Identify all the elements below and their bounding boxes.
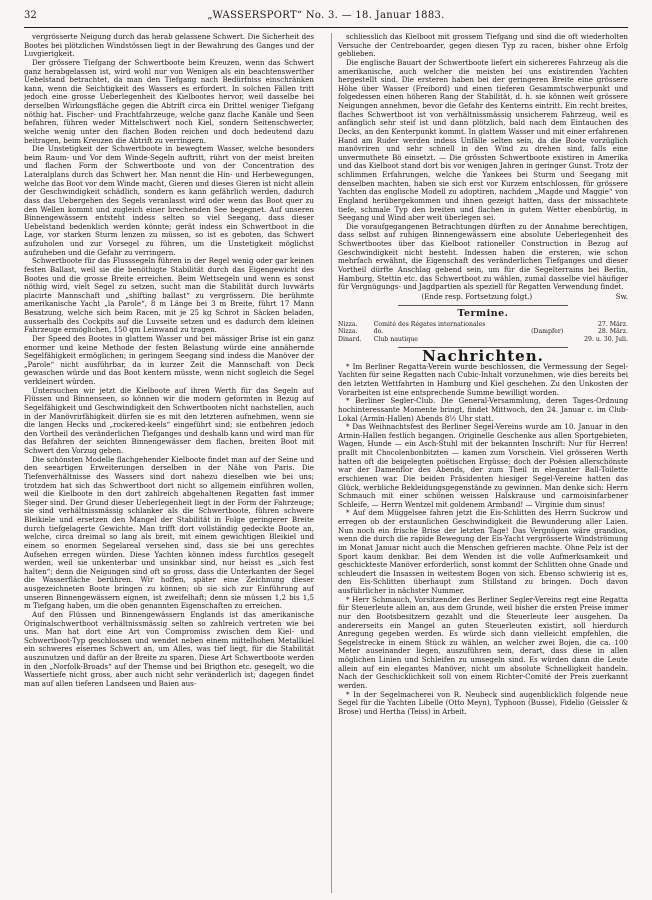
column-separator xyxy=(331,33,332,893)
header-rule xyxy=(24,27,628,28)
right-column xyxy=(338,33,628,895)
left-paragraph: Die schönsten Modelle flachgehender Kielboote findet man auf der Seine und den seeartigen Erweiterungen derselben in der Nähe von Paris. Die Tiefenverhältnisse des Wassers sind dort nahezu dieselben wie bei uns; trotzdem hat sich das Schwertboot dort nicht so allgemein einführen wollen, weil die Kielboote in den dort zahlreich abgehaltenen Regatten fast immer Sieger sind. Der Grund dieser Ueberlegenheit liegt in der Form der Fahrzeuge; sie sind verhältnissmässig schlanker als die Schwertboote, führen schwere Bleikiele und ersetzen den Mangel der Stabilität in Folge geringerer Breite durch tiefgelagerte Gewichte. Man trifft dort vollständig gedeckte Boote an, welche, circa dreimal so lang als breit, mit einem gewichtigen Bleikiel und einem so enormen Segelareal versehen sind, dass sie bei uns gerechtes Aufsehen erregen würden. Diese Yachten können indess furchtlos gesegelt werden, weil sie unkenterbar und unsinkbar sind, nur heisst es „sich fest halten“; denn die Neigungen sind oft so gross, dass die Unterkanten der Segel die Wasserfläche berühren. Wir hoffen, später eine Zeichnung dieser ausgezeichneten Boote bringen zu können; ob sie sich zur Einführung auf unseren Binnengewässern eignen, ist zweifelhaft; denn sie müssen 1,2 bis 1,5 m Tiefgang haben, um die oben genannten Eigenschaften zu erreichen. xyxy=(24,454,314,611)
left-paragraph: Auf den Flüssen und Binnengewässern Englands ist das amerikanische Originalschwertboot verhältnissmässig selten so zahlreich vertreten wie bei uns. Man hat dort eine Art von Compromiss zwischen dem Kiel- und Schwertboot-Typ geschlossen und wendet neben einem mittelhohen Metallkiel ein schweres eisernes Schwert an, um Alles, was tief liegt, für die Stabilität auszunutzen und dafür an der Breite zu sparen. Diese Art Schwertboote werden in den „Norfolk-Broads“ auf der Themse und bei Brigthon etc. gesegelt, wo die Wassertiefe nicht gross, aber auch nicht sehr veränderlich ist; dagegen findet man auf allen tieferen Landseen und Baien aus- xyxy=(24,609,314,688)
left-paragraph: Untersuchen wir jetzt die Kielboote auf ihren Werth für das Segeln auf Flüssen und Binnenseen, so können wir die modern geformten in Bezug auf Segelfähigkeit und Geschwindigkeit den Schwertbooten nicht nachstellen, auch in der Manövrirfähigkeit dürfen sie es mit den letzteren aufnehmen, wenn sie die langen Hecks und „rockered-keels“ eingeführt sind; sie entbehren jedoch den Vortheil des veränderlichen Tiefganges und deshalb kann und wird man für das Befahren der seichten Binnengewässer dem flachen, breiten Boot mit Schwert den Vorzug geben. xyxy=(24,385,314,455)
termine-date: 28. März. xyxy=(597,328,628,336)
right-paragraph: Die englische Bauart der Schwertboote liefert ein sichereres Fahrzeug als die amerikanische, auch welcher die meisten bei uns existirenden Yachten hergestellt sind. Die ersteren haben bei der geringeren Breite eine grössere Höhe über Wasser (Freibord) und einen tieferen Gesammtschwerpunkt und folgedessen einen höheren Rang der Stabilität, d. h. sie können weit grössere Neigungen annehmen, bevor die Gefahr des Kenterns eintritt. Ein recht breites, flaches Schwertboot ist von verhältnissmässig unsicherem Fahrzeug, weil es anfänglich sehr steif ist und dann plötzlich, bald nach dem Eintauchen des Decks, an den Kenterpunkt kommt. In glattem Wasser und mit einer erfahrenen Hand am Ruder werden indess Unfälle selten sein, da die Boote vorzüglich manövriren und sehr schnell in den Wind zu drehen sind, falls eine unvermuthete Bö einsetzt. — Die grössten Schwertboote existiren in Amerika und das Kielboot stand dort bis vor wenigen Jahren in geringer Gunst. Trotz der schlimmen Erfahrungen, welche die Yankees bei Sturm und Seegang mit denselben machten, haben sie sich erst vor Kurzem entschlossen, für grössere Yachten das englische Modell zu adoptiren, nachdem „Magde und Maggie“ von England herübergekommen und ihnen gezeigt hatten, dass der missachtete tiefe, schmale Typ den breiten und flachen in gutem Wetter ebenbürtig, in Seegang und Wind aber weit überlegen sei. xyxy=(338,57,628,223)
termine-event: Club nautique xyxy=(373,335,418,343)
termine-date: 27. März. xyxy=(597,321,628,328)
news-item: * Auf dem Müggelsee fahren jetzt die Eis-Schlitten des Herrn Suckrow und erregen ob der erstaunlichen Geschwindigkeit die Bewunderung aller Laien. Nun noch ein frische Brise der letzten Tage! Das Vergnügen wäre grandios, wenn die durch die rapide Bewegung der Eis-Yacht vergrösserte Windströmung im Monat Januar nicht auch die Menschen gefrieren machte. Ohne Pelz ist der Sport kaum denkbar. Bei dem Wenden ist die volle Aufmerksamkeit und geschickteste Manöver erforderlich, sonst kommt der Schlitten ohne Gnade und schleudert die Insassen in weitestem Bogen von sich. Ebenso schwierig ist es, den Eis-Schlitten überhaupt zum Stillstand zu bringen. Doch davon ausführlicher in nächster Nummer. xyxy=(338,508,628,596)
left-paragraph: Der grössere Tiefgang der Schwertboote beim Kreuzen, wenn das Schwert ganz herabgelassen ist, wird wohl nur von Wenigen als ein beachtenswerther Uebelstand betrachtet, da man den Tiefgang nach Bedürfniss einschränken kann, wenn die Seichtigkeit des Wassers es erfordert. In solchen Fällen tritt jedoch eine grosse Ueberlegenheit des Kielbootes hervor, weil dasselbe bei derselben Wirkungsfläche gegen die Abtrift circa ein Drittel weniger Tiefgang nöthig hat. Fischer- und Frachtfahrzeuge, welche ganz flache Kanäle und Seen befahren, führen weder Mittelschwert noch Kiel, sondern Seitenschwerter, welche wenig unter den flachen Boden reichen und doch bedeutend dazu beitragen, beim Kreuzen die Abtrift zu verringern. xyxy=(24,57,314,145)
nachrichten-heading: Nachrichten. xyxy=(422,347,544,366)
termine-heading: Termine. xyxy=(457,308,509,320)
news-item: * Herr Schmauch, Vorsitzender des Berliner Segler-Vereins regt eine Regatta für Steuerleute allein an, aus dem Grunde, weil bisher die ersten Preise immer nur den Bootsbesitzern gezahlt und die Steuerleute leer ausgehen. Da andererseits ein Mangel an guten Steuerleuten existirt, soll hierdurch Anregung gegeben werden. Es würde sich dann vielleicht empfehlen, die Segelstrecke in einem Stück zu wählen, an welcher zwei Bojen, die ca. 100 Meter auseinander liegen, auszuführen sein, derart, dass diese in allen möglichen Linien und Schleifen zu umsegeln sind. Es würden dann die Leute allein auf ein elegantes Manöver, nicht um absolute Schnelligkeit handeln. Nach der Geschicklichkeit soll von einem Richter-Comité der Preis zuerkannt werden. xyxy=(338,594,628,690)
news-item: * Berliner Segler-Club. Die General-Versammlung, deren Tages-Ordnung hochinteressante Momente bringt, findet Mittwoch, den 24. Januar c. im Club-Lokal (Armin-Hallen) Abends 8½ Uhr statt. xyxy=(338,396,628,423)
author-initials: Sw. xyxy=(615,291,628,301)
left-paragraph: vergrösserte Neigung durch das herab gelassene Schwert. Die Sicherheit des Bootes bei plötzlichen Windstössen liegt in der Bewahrung des Ganges und der Luvgierigkeit. xyxy=(24,33,314,59)
masthead: „WASSERSPORT“ No. 3. — 18. Januar 1883. xyxy=(207,10,445,21)
termine-place: Nizza. xyxy=(338,321,358,328)
termine-table xyxy=(338,321,628,343)
table-row xyxy=(338,336,628,343)
news-item: * Im Berliner Regatta-Verein wurde beschlossen, die Vermessung der Segel-Yachten für seine Regatten nach Cubic-Inhalt vorzunehmen, wie dies bereits bei den letzten Wettfahrten in Hamburg und Kiel geschehen. Zu den Unkosten der Vorarbeiten ist eine entsprechende Summe bewilligt worden. xyxy=(338,361,628,397)
section-divider xyxy=(398,305,568,306)
termine-event: Comité des Régates internationales xyxy=(373,321,486,328)
left-paragraph: Die Unstetigkeit der Schwertboote in bewegtem Wasser, welche besonders beim Raum- und Vor dem Winde-Segeln auftritt, rührt von der meist breiten und flachen Form der Schwertboote und von der Concentration des Lateralplans durch das Schwert her. Man nennt die Hin- und Herbewegungen, welche das Boot vor dem Winde macht, Gieren und dieses Gieren ist nicht allein der Geschwindigkeit schädlich, sondern es kann gefährlich werden, dadurch dass das Uebergehen des Segels veranlasst wird oder wenn das Boot quer zu den Wellen kommt und zugleich einer brechenden See begegnet. Auf unseren Binnengewässern entsteht indess selten so viel Seegang, dass dieser Uebelstand bedenklich werden könnte; gerät indess ein Schwertboot in die Lage, vor starken Sturm lenzen zu müssen, so ist es geboten, das Schwert aufzuholen und zur Vorsegel zu führen, um die Unstetigkeit möglichst aufzuheben und die Gefahr zu verringern. xyxy=(24,144,314,257)
left-paragraph: Schwertboote für das Flusssegeln führen in der Regel wenig oder gar keinen festen Ballast, weil sie die benöthigte Stabilität durch das Eigengewicht des Bootes und die grosse Breite erreichen. Beim Wettsegeln und wenn es sonst nöthig wird, vielt Segel zu setzen, sucht man die Stabilität durch luvwärts placirte Mannschaft und „shifting ballast“ zu vergrössern. Die berühmte amerikanische Yacht „la Parole“, 8 m Länge bei 3 m Breite, führt 17 Mann Besatzung, welche sich beim Racen, mit je 25 kg Schrot in Säcken beladen, ausserhalb des Cockpits auf die Luvseite setzen und es dadurch dem kleinen Fahrzeuge ermöglichen, 150 qm Leinwand zu tragen. xyxy=(24,256,314,335)
table-row xyxy=(338,321,628,328)
termine-note xyxy=(526,321,569,328)
termine-place: Nizza. xyxy=(338,328,358,336)
termine-note: (Dampfer) xyxy=(531,328,564,336)
page-number: 32 xyxy=(24,10,37,21)
left-paragraph: Der Speed des Bootes in glattem Wasser und bei mässiger Brise ist ein ganz enormer und keine Methode der festen Belastung würde eine annähernde Segelfähigkeit ermöglichen; in geringem Seegang sind indess die Manöver der „Parole“ nicht ausführbar, da in kurzer Zeit die Mannschaft von Deck gewaschen würde und das Boot kentern müsste, wenn nicht sogleich die Segel verkleinert würden. xyxy=(24,333,314,386)
termine-date: 29. u. 30. Juli. xyxy=(584,335,628,343)
termine-event: do. xyxy=(373,328,384,336)
page-header xyxy=(24,10,628,24)
left-column xyxy=(24,33,314,895)
news-item: * Das Weihnachtsfest des Berliner Segel-Vereins wurde am 10. Januar in den Armin-Hallen festlich begangen. Originelle Geschenke aus allen Sportgebieten, Wagen, Hunde — ein Asch-Stuhl mit der bekannten Inschrift: Nur für Herren! prallt mit Chocolenbonbitzten — kamen zum Vorschein. Viel grösseren Werth hatten oft die beigelegten poëtischen Ergüsse; doch der Poësien allerschönste war der Damenflor des Abends, der zum Theil in eleganter Ball-Toilette erschienen war. Die beiden Präsidenten hiesiger Segel-Vereine hatten das Glück, werbliche Bekleidungsgegenstände zu gewinnen. Man denke sich: Herrn Schmauch mit einer schönen weissen Halskrause und carmoisinfarbener Schleife, — Herrn Wentzel mit goldenem Armband! — Virginie dum sinus! xyxy=(338,422,628,509)
continuation-note: (Ende resp. Fortsetzung folgt.) xyxy=(421,291,533,301)
right-paragraph: Die voraufgegangenen Betrachtungen dürften zu der Annahme berechtigen, dass selbst auf ruhigen Binnengewässern eine absolute Ueberlegenheit des Schwertbootes über das Kielboot rationeller Construction in Bezug auf Geschwindigkeit nicht besteht. Indessen haben die ersteren, wie schon mehrfach erwähnt, die Eigenschaft des veränderlichen Tiefganges und dieser Vortheil dürfte Anschlag gebend sein, um für die Segelterrains bei Berlin, Hamburg, Stettin etc. das Schwertboot zu wählen, zumal dasselbe viel häufiger für Vergnügungs- und Jagdpartien als speziell für Regatten Verwendung findet. xyxy=(338,221,628,292)
termine-note xyxy=(526,336,569,343)
article-signature xyxy=(338,293,628,302)
right-paragraph: schliesslich das Kielboot mit grossem Tiefgang und sind die oft wiederholten Versuche der Centreboarder, gegen diesen Typ zu racen, bisher ohne Erfolg geblieben. xyxy=(338,33,628,59)
termine-place: Dinard. xyxy=(338,335,362,343)
news-item: * In der Segelmacherei von R. Neubeck sind augenblicklich folgende neue Segel für die Yachten Libelle (Otto Meyn), Typhoon (Busse), Fidelio (Geissler & Brose) und Hertha (Teiss) in Arbeit. xyxy=(338,689,628,716)
table-row xyxy=(338,328,628,335)
